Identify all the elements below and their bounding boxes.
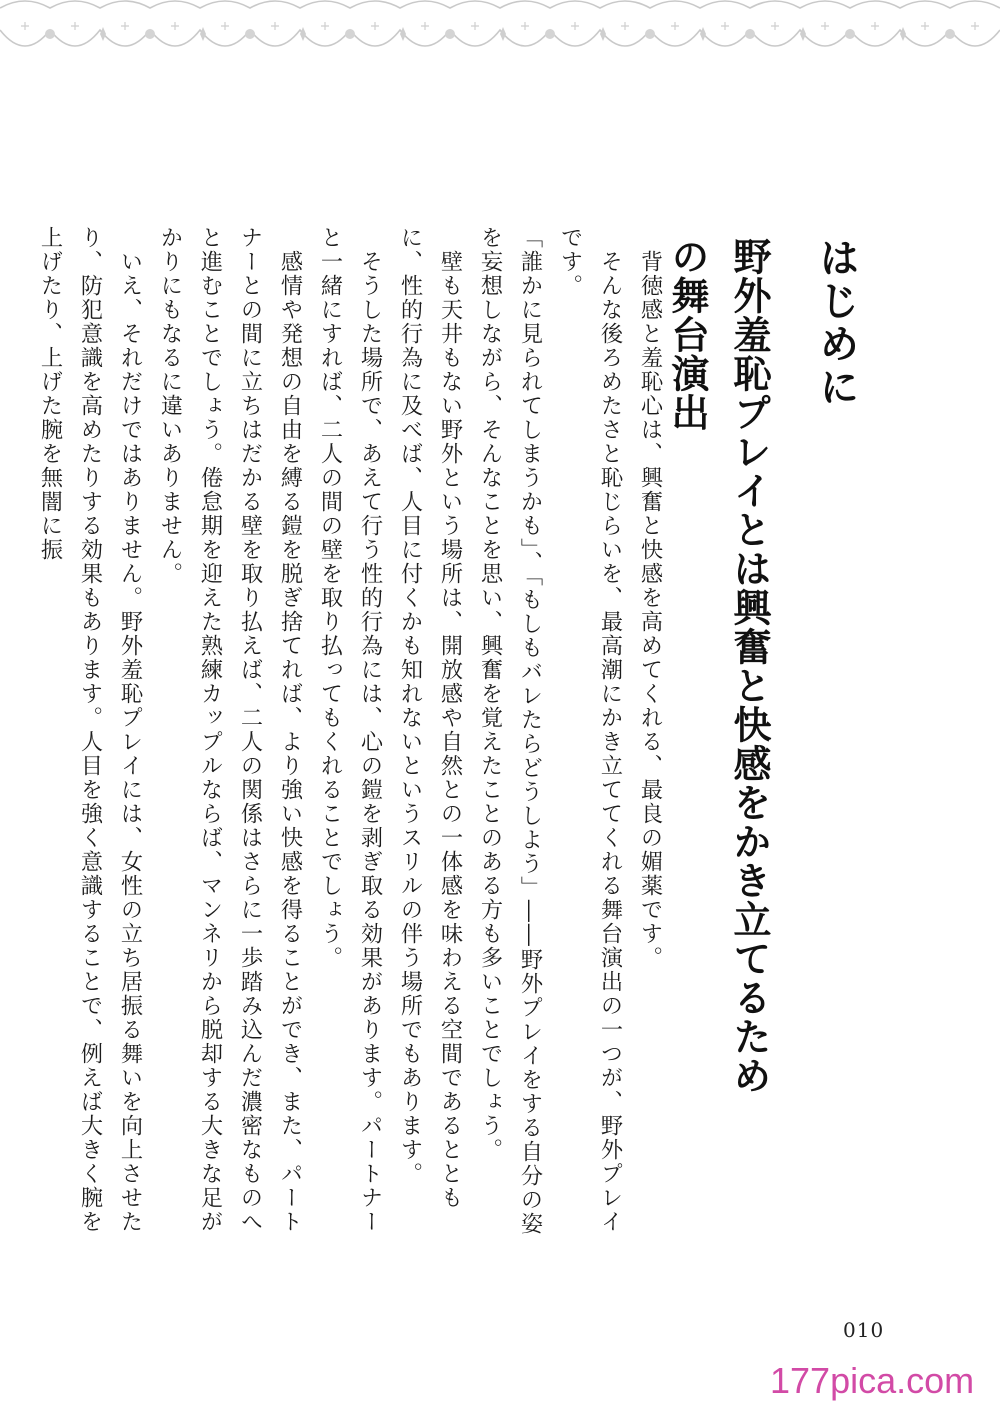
- paragraph: 背徳感と羞恥心は、興奮と快感を高めてくれる、最良の媚薬です。: [637, 226, 663, 970]
- body-text: [37, 226, 670, 1256]
- watermark-text: 177pica.com: [770, 1360, 975, 1401]
- chapter-title: 野外羞恥プレイとは興奮と快感をかき立てるための舞台演出: [665, 237, 771, 1095]
- paragraph: 「誰かに見られてしまうかも」、「もしもバレたらどうしよう」――野外プレイをする自分の姿を妄想しながら、そんなことを思い、興奮を覚えたことのある方も多いことでしょう。: [477, 226, 543, 1236]
- paragraph: そうした場所で、あえて行う性的行為には、心の鎧を剥ぎ取る効果があります。パートナーと一緒にすれば、二人の間の壁を取り払ってもくれることでしょう。: [317, 226, 383, 1234]
- decorative-border-ornament: [0, 0, 1000, 72]
- page-number: 010: [843, 1318, 885, 1342]
- paragraph: 壁も天井もない野外という場所は、開放感や自然との一体感を味わえる空間であるとともに、性的行為に及べば、人目に付くかも知れないというスリルの伴う場所でもあります。: [397, 226, 463, 1210]
- section-label: はじめに: [813, 237, 859, 409]
- paragraph: 感情や発想の自由を縛る鎧を脱ぎ捨てれば、より強い快感を得ることができ、また、パートナーとの間に立ちはだかる壁を取り払えば、二人の関係はさらに一歩踏み込んだ濃密なものへと進むことでしょう。倦怠期を迎えた熟練カップルならば、マンネリから脱却する大きな足がかりにもなるに違いありません。: [157, 226, 303, 1234]
- paragraph: そんな後ろめたさと恥じらいを、最高潮にかき立ててくれる舞台演出の一つが、野外プレイです。: [557, 226, 623, 1234]
- paragraph: いえ、それだけではありません。野外羞恥プレイには、女性の立ち居振る舞いを向上させたり、防犯意識を高めたりする効果もあります。人目を強く意識することで、例えば大きく腕を上げたり、上げた腕を無闇に振: [37, 226, 143, 1234]
